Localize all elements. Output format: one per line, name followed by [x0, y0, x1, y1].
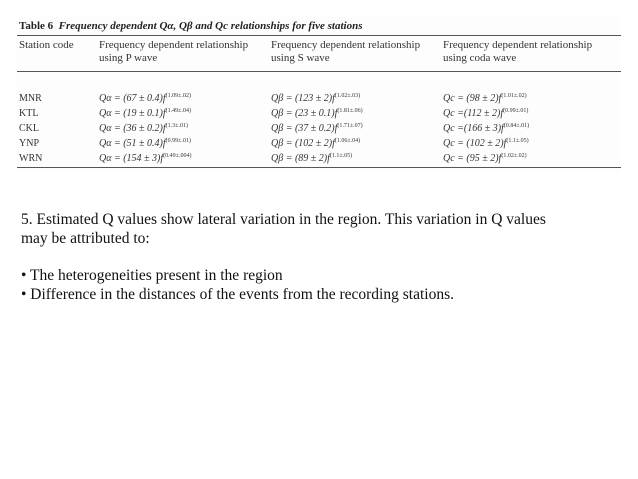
- table-row: [17, 108, 621, 119]
- table-caption-text: Frequency dependent Qα, Qβ and Qc relationships for five stations: [58, 20, 363, 32]
- station-code-cell: MNR: [19, 93, 42, 104]
- coda-wave-cell: $Qc = (95 \pm 2)f^{(1.02\pm.02)}$: [443, 153, 527, 164]
- bullet-heterogeneities: • The heterogeneities present in the region: [21, 267, 283, 284]
- table-6-image: [17, 17, 621, 173]
- header-s-wave: Frequency dependent relationship using S wave: [271, 39, 421, 64]
- table-caption-label: Table 6: [19, 20, 54, 32]
- p-wave-cell: $Q\alpha = (51 \pm 0.4)f^{(0.99\pm.01)}$: [99, 138, 191, 149]
- coda-wave-cell: $Qc =(112 \pm 2)f^{(0.99\pm.01)}$: [443, 108, 529, 119]
- explanation-text: [21, 210, 621, 304]
- header-station-code: Station code: [19, 39, 74, 51]
- station-code-cell: CKL: [19, 123, 39, 134]
- header-coda-wave: Frequency dependent relationship using coda wave: [443, 39, 593, 64]
- point-5-line-1: 5. Estimated Q values show lateral variation in the region. This variation in Q values: [21, 211, 546, 228]
- paragraph-gap: [21, 248, 621, 266]
- table-row: [17, 138, 621, 149]
- table-top-rule: [17, 35, 621, 36]
- s-wave-cell: $Q\beta = (89 \pm 2)f^{(1.1\pm.05)}$: [271, 153, 353, 164]
- table-row: [17, 93, 621, 104]
- table-bottom-rule: [17, 167, 621, 168]
- s-wave-cell: $Q\beta = (123 \pm 2)f^{(1.02\pm.03)}$: [271, 93, 361, 104]
- table-caption: [19, 20, 362, 32]
- s-wave-cell: $Q\beta = (37 \pm 0.2)f^{(1.71\pm.07)}$: [271, 123, 363, 134]
- p-wave-cell: $Q\alpha = (36 \pm 0.2)f^{(1.3\pm.01)}$: [99, 123, 188, 134]
- s-wave-cell: $Q\beta = (23 \pm 0.1)f^{(1.81\pm.06)}$: [271, 108, 363, 119]
- header-p-wave: Frequency dependent relationship using P wave: [99, 39, 249, 64]
- station-code-cell: YNP: [19, 138, 40, 149]
- coda-wave-cell: $Qc =(166 \pm 3)f^{(0.84\pm.01)}$: [443, 123, 530, 134]
- coda-wave-cell: $Qc = (102 \pm 2)f^{(1.1\pm.05)}$: [443, 138, 529, 149]
- p-wave-cell: $Q\alpha = (19 \pm 0.1)f^{(1.49\pm.04)}$: [99, 108, 191, 119]
- coda-wave-cell: $Qc = (98 \pm 2)f^{(1.01\pm.02)}$: [443, 93, 527, 104]
- point-5-line-2: may be attributed to:: [21, 230, 150, 247]
- p-wave-cell: $Q\alpha = (67 \pm 0.4)f^{(1.09\pm.02)}$: [99, 93, 191, 104]
- bullet-distances: • Difference in the distances of the events from the recording stations.: [21, 286, 454, 303]
- station-code-cell: WRN: [19, 153, 43, 164]
- station-code-cell: KTL: [19, 108, 39, 119]
- table-row: [17, 123, 621, 134]
- p-wave-cell: $Q\alpha = (154 \pm 3)f^{(0.49\pm.004)}$: [99, 153, 192, 164]
- s-wave-cell: $Q\beta = (102 \pm 2)f^{(1.06\pm.04)}$: [271, 138, 361, 149]
- table-row: [17, 153, 621, 164]
- table-header-rule: [17, 71, 621, 72]
